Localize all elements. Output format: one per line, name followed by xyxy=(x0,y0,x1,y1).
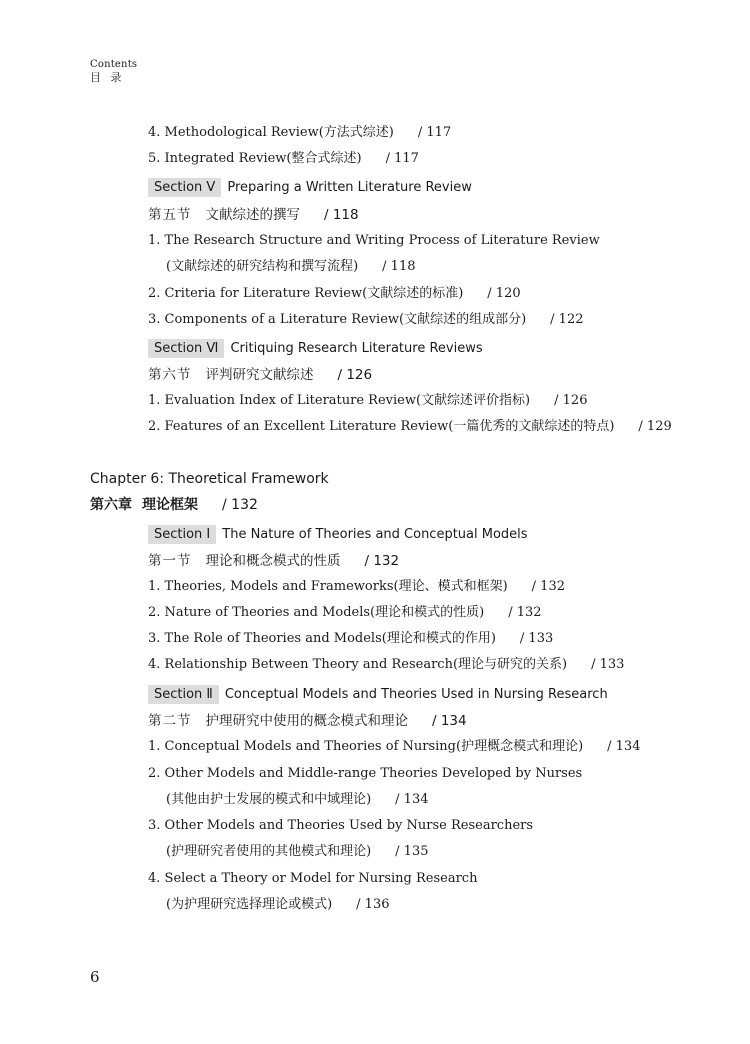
chapter-heading-zh[interactable] xyxy=(90,495,258,515)
toc-entry-page: / 135 xyxy=(395,844,429,859)
toc-entry[interactable] xyxy=(148,284,521,304)
toc-entry-page: / 122 xyxy=(550,312,584,327)
header-contents-zh: 目 录 xyxy=(90,71,125,84)
toc-entry-title: 2. Nature of Theories and Models(理论和模式的性质) xyxy=(148,605,485,620)
toc-entry[interactable] xyxy=(148,869,477,889)
toc-entry-page: / 136 xyxy=(356,897,390,912)
toc-entry-title: 4. Select a Theory or Model for Nursing Research xyxy=(148,871,478,886)
toc-entry-title: 1. Theories, Models and Frameworks(理论、模式和框架) xyxy=(148,579,508,594)
section-label-zh: 第六节 xyxy=(148,367,192,383)
toc-entry-continuation[interactable] xyxy=(166,842,428,862)
toc-entry-title: (护理研究者使用的其他模式和理论) xyxy=(166,844,372,859)
section-title-en: The Nature of Theories and Conceptual Models xyxy=(222,527,528,542)
toc-entry[interactable] xyxy=(148,655,624,675)
section-label-zh: 第二节 xyxy=(148,713,192,729)
toc-entry-page: / 118 xyxy=(382,259,416,274)
header-contents-en: Contents xyxy=(90,59,138,70)
section-title-zh: 理论和概念模式的性质 xyxy=(205,553,341,569)
toc-entry-title: (其他由护士发展的模式和中域理论) xyxy=(166,792,372,807)
section-badge: Section Ⅱ xyxy=(148,685,219,704)
toc-entry[interactable] xyxy=(148,629,553,649)
section-heading[interactable] xyxy=(148,339,483,359)
section-heading-zh[interactable] xyxy=(148,205,359,225)
section-page: / 132 xyxy=(364,553,400,569)
toc-entry-title: 2. Criteria for Literature Review(文献综述的标准) xyxy=(148,286,464,301)
chapter-title-en: Chapter 6: Theoretical Framework xyxy=(90,471,329,487)
toc-entry-title: 5. Integrated Review(整合式综述) xyxy=(148,151,362,166)
section-heading[interactable] xyxy=(148,685,608,705)
toc-entry-page: / 117 xyxy=(417,125,452,140)
toc-entry[interactable] xyxy=(148,149,419,169)
toc-entry[interactable] xyxy=(148,577,565,597)
toc-entry-page: / 134 xyxy=(607,739,641,754)
toc-entry[interactable] xyxy=(148,123,451,143)
section-title-en: Conceptual Models and Theories Used in Nursing Research xyxy=(224,687,608,702)
toc-entry-page: / 120 xyxy=(487,286,521,301)
chapter-heading[interactable] xyxy=(90,469,329,489)
section-heading-zh[interactable] xyxy=(148,365,372,385)
section-title-zh: 评判研究文献综述 xyxy=(205,367,314,383)
toc-entry[interactable] xyxy=(148,816,533,836)
section-title-zh: 文献综述的撰写 xyxy=(205,207,300,223)
toc-entry-title: 1. The Research Structure and Writing Process of Literature Review xyxy=(148,233,600,248)
toc-entry-title: 4. Relationship Between Theory and Research(理论与研究的关系) xyxy=(148,657,568,672)
toc-entry-title: 2. Features of an Excellent Literature Review(一篇优秀的文献综述的特点) xyxy=(148,419,615,434)
toc-entry[interactable] xyxy=(148,310,584,330)
toc-entry-page: / 117 xyxy=(385,151,419,166)
toc-entry-page: / 133 xyxy=(591,657,625,672)
toc-entry-title: (为护理研究选择理论或模式) xyxy=(166,897,333,912)
section-title-zh: 护理研究中使用的概念模式和理论 xyxy=(205,713,408,729)
section-heading[interactable] xyxy=(148,525,528,545)
section-label-zh: 第五节 xyxy=(148,207,192,223)
toc-entry-page: / 132 xyxy=(531,579,565,594)
toc-entry[interactable] xyxy=(148,737,640,757)
toc-entry-title: 4. Methodological Review(方法式综述) xyxy=(148,125,394,140)
toc-entry-continuation[interactable] xyxy=(166,790,428,810)
section-title-en: Critiquing Research Literature Reviews xyxy=(230,341,483,356)
chapter-label-zh: 第六章 xyxy=(90,497,132,513)
page-number: 6 xyxy=(90,968,100,986)
toc-entry-title: 2. Other Models and Middle-range Theories Developed by Nurses xyxy=(148,766,583,781)
toc-entry-page: / 132 xyxy=(508,605,542,620)
toc-entry[interactable] xyxy=(148,231,600,251)
section-badge: Section Ⅰ xyxy=(148,525,216,544)
section-heading-zh[interactable] xyxy=(148,551,399,571)
toc-entry[interactable] xyxy=(148,764,582,784)
toc-entry-page: / 133 xyxy=(519,631,554,646)
toc-entry-page: / 126 xyxy=(554,393,588,408)
chapter-title-zh: 理论框架 xyxy=(142,497,198,513)
toc-entry-page: / 134 xyxy=(395,792,429,807)
section-heading-zh[interactable] xyxy=(148,711,467,731)
toc-entry-continuation[interactable] xyxy=(166,257,415,277)
section-page: / 134 xyxy=(432,713,467,729)
running-header xyxy=(90,58,137,85)
toc-entry[interactable] xyxy=(148,417,672,437)
section-page: / 118 xyxy=(324,207,359,223)
toc-entry[interactable] xyxy=(148,603,542,623)
toc-entry-title: (文献综述的研究结构和撰写流程) xyxy=(166,259,359,274)
toc-entry-title: 3. Components of a Literature Review(文献综述的组成部分) xyxy=(148,312,527,327)
toc-entry-continuation[interactable] xyxy=(166,895,389,915)
section-heading[interactable] xyxy=(148,178,472,198)
section-label-zh: 第一节 xyxy=(148,553,192,569)
toc-entry-title: 3. Other Models and Theories Used by Nurse Researchers xyxy=(148,818,534,833)
section-title-en: Preparing a Written Literature Review xyxy=(227,180,472,195)
toc-entry-title: 1. Conceptual Models and Theories of Nursing(护理概念模式和理论) xyxy=(148,739,584,754)
toc-entry-title: 3. The Role of Theories and Models(理论和模式的作用) xyxy=(148,631,496,646)
section-badge: Section Ⅴ xyxy=(148,178,221,197)
section-badge: Section Ⅵ xyxy=(148,339,224,358)
chapter-page: / 132 xyxy=(222,497,258,513)
toc-entry[interactable] xyxy=(148,391,587,411)
section-page: / 126 xyxy=(337,367,373,383)
toc-entry-title: 1. Evaluation Index of Literature Review(文献综述评价指标) xyxy=(148,393,531,408)
toc-entry-page: / 129 xyxy=(638,419,672,434)
